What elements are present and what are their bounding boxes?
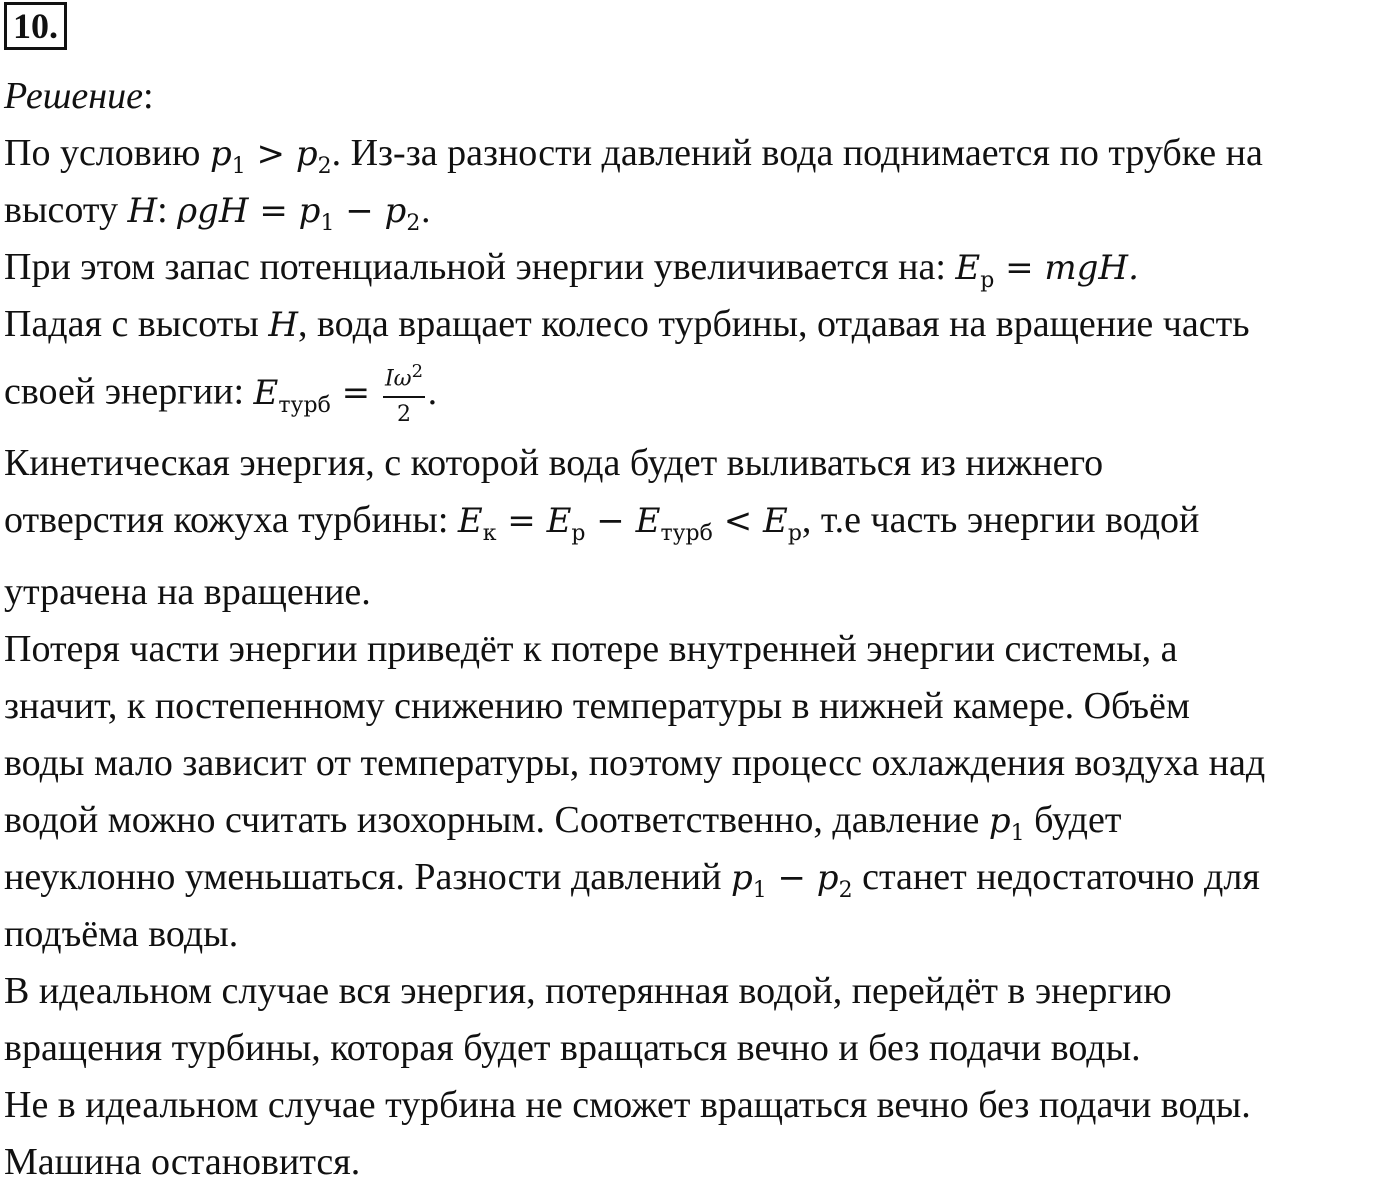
paragraph-2: При этом запас потенциальной энергии увеличивается на: $E_p$ = mgH. xyxy=(4,246,1139,293)
fraction: $\frac{I\omega^2}{2}$ xyxy=(384,361,424,428)
paragraph-6-line-2: вращения турбины, которая будет вращаться вечно и без подачи воды. xyxy=(4,1027,1141,1069)
paragraph-1-line-1: По условию $p_1 > p_2$. Из-за разности давлений вода поднимается по трубке на xyxy=(4,132,1263,179)
paragraph-4-line-1: Кинетическая энергия, с которой вода будет выливаться из нижнего xyxy=(4,442,1104,484)
formula-pressure-inequality: $p_1 > p_2$ xyxy=(209,134,332,179)
paragraph-5-line-5: неуклонно уменьшаться. Разности давлений $p_1 - p_2$ станет недостаточно для xyxy=(4,856,1260,903)
formula-height-symbol: H xyxy=(268,305,298,345)
paragraph-4-line-3: утрачена на вращение. xyxy=(4,571,371,613)
formula-pressure-p1: $p_1$ xyxy=(988,801,1025,846)
solution-label: Решение xyxy=(4,75,143,117)
paragraph-5-line-6: подъёма воды. xyxy=(4,913,239,955)
formula-height-symbol: H xyxy=(127,191,158,231)
paragraph-5-line-3: воды мало зависит от температуры, поэтому процесс охлаждения воздуха над xyxy=(4,742,1266,784)
formula-potential-energy: $E_p$ = mgH. xyxy=(955,248,1139,293)
paragraph-7-line-1: Не в идеальном случае турбина не сможет вращаться вечно без подачи воды. xyxy=(4,1084,1251,1126)
paragraph-4-line-2: отверстия кожуха турбины: $E_к = E_p - E_{турб} < E_p$, т.е часть энергии водой xyxy=(4,499,1200,546)
paragraph-1-line-2: высоту H: $\rho gH = p_1 - p_2$. xyxy=(4,189,432,236)
formula-pressure-difference: $p_1 - p_2$ xyxy=(730,858,853,903)
paragraph-5-line-2: значит, к постепенному снижению температуры в нижней камере. Объём xyxy=(4,685,1190,727)
formula-hydrostatic: $\rho gH = p_1 - p_2$. xyxy=(177,191,432,236)
paragraph-3-line-2: своей энергии: $E_{турб}$ = $\frac{I\omega^2}{2}$ . xyxy=(4,357,1396,439)
paragraph-5-line-1: Потеря части энергии приведёт к потере внутренней энергии системы, а xyxy=(4,628,1178,670)
solution-text xyxy=(4,72,1396,1195)
problem-number: 10. xyxy=(4,2,67,50)
solution-heading: Решение: xyxy=(4,75,154,117)
paragraph-6-line-1: В идеальном случае вся энергия, потерянная водой, перейдёт в энергию xyxy=(4,970,1172,1012)
paragraph-3-line-1: Падая с высоты H, вода вращает колесо турбины, отдавая на вращение часть xyxy=(4,303,1250,345)
formula-kinetic-energy: $E_к = E_p - E_{турб} < E_p$ xyxy=(457,501,802,546)
formula-turbine-energy: $E_{турб}$ = $\frac{I\omega^2}{2}$ . xyxy=(254,373,438,413)
paragraph-7-line-2: Машина остановится. xyxy=(4,1141,361,1183)
paragraph-5-line-4: водой можно считать изохорным. Соответственно, давление $p_1$ будет xyxy=(4,799,1122,846)
